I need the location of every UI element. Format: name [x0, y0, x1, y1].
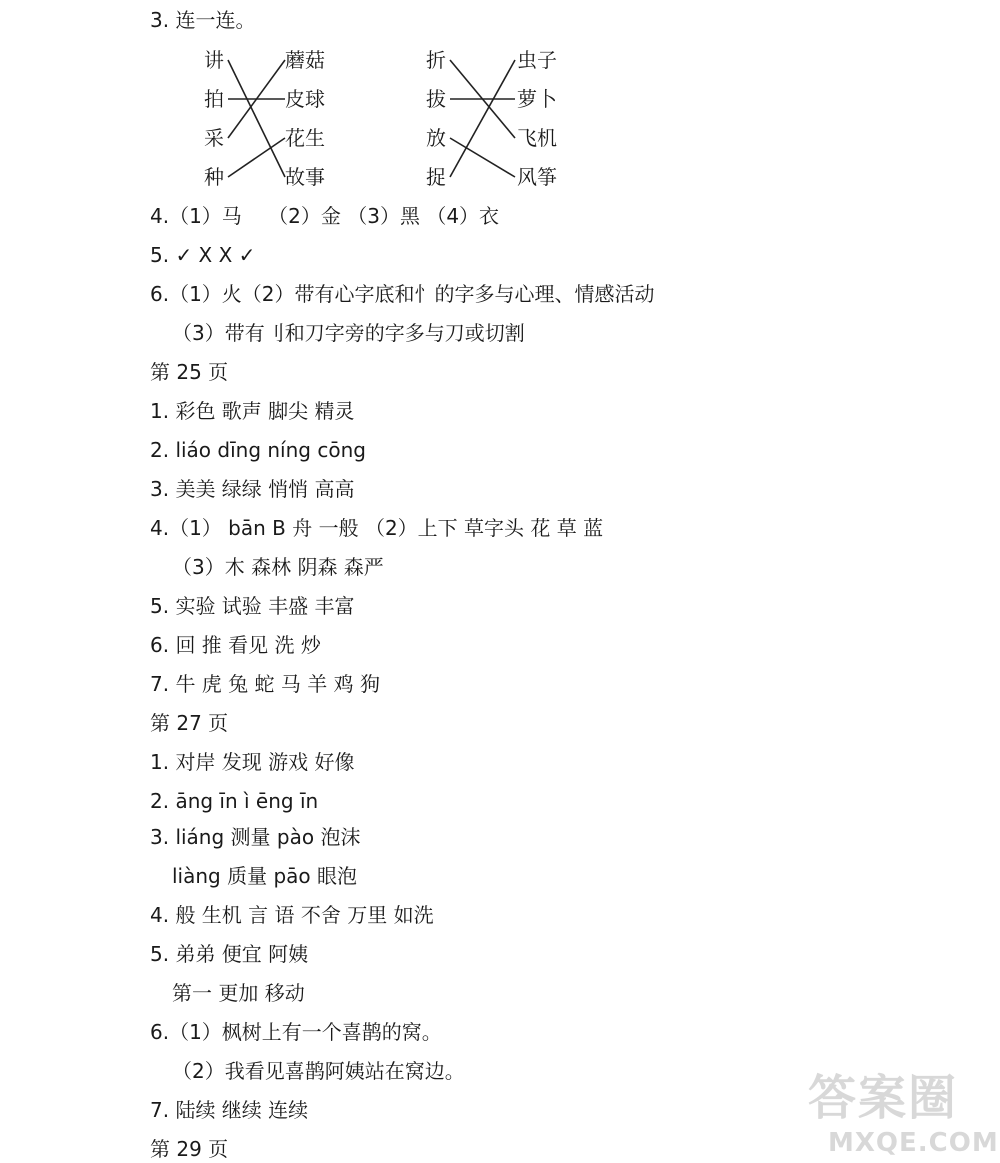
answer-line: （2）我看见喜鹊阿姨站在窝边。 — [172, 1059, 465, 1083]
match-right-word: 飞机 — [517, 126, 557, 150]
match-right-word: 故事 — [285, 165, 325, 189]
matching-lines — [0, 0, 1000, 200]
match-left-word: 种 — [204, 165, 224, 189]
match-left-word: 拔 — [426, 87, 446, 111]
match-heading: 3. 连一连。 — [150, 8, 256, 32]
answer-line: 7. 陆续 继续 连续 — [150, 1098, 309, 1122]
match-connector — [228, 138, 285, 177]
answer-line: 4.（1）马 （2）金 （3）黑 （4）衣 — [150, 204, 500, 228]
answer-line: liàng 质量 pāo 眼泡 — [172, 864, 357, 888]
answer-line: 3. 美美 绿绿 悄悄 高高 — [150, 477, 355, 501]
match-left-word: 采 — [204, 126, 224, 150]
match-left-word: 讲 — [204, 48, 224, 72]
answer-line: 6.（1）枫树上有一个喜鹊的窝。 — [150, 1020, 442, 1044]
answer-line: 2. liáo dīng níng cōng — [150, 438, 366, 462]
answer-line: （3）木 森林 阴森 森严 — [172, 555, 384, 579]
match-left-word: 放 — [426, 126, 446, 150]
answer-line: 7. 牛 虎 兔 蛇 马 羊 鸡 狗 — [150, 672, 380, 696]
match-left-word: 捉 — [426, 165, 446, 189]
match-right-word: 皮球 — [285, 87, 325, 111]
watermark — [808, 1070, 998, 1162]
answer-line: 4.（1） bān B 舟 一般 （2）上下 草字头 花 草 蓝 — [150, 516, 604, 540]
answer-line: 1. 对岸 发现 游戏 好像 — [150, 750, 355, 774]
watermark-brand: 答案圈 — [808, 1070, 959, 1126]
match-connector — [450, 60, 515, 177]
answer-line: 5. 弟弟 便宜 阿姨 — [150, 942, 309, 966]
match-connector — [228, 60, 285, 177]
answer-line: 第一 更加 移动 — [172, 981, 305, 1005]
match-left-word: 拍 — [204, 87, 224, 111]
match-right-word: 虫子 — [517, 48, 557, 72]
match-right-word: 花生 — [285, 126, 325, 150]
answer-line: 3. liáng 测量 pào 泡沫 — [150, 825, 361, 849]
page-heading: 第 27 页 — [150, 711, 229, 735]
answer-line: 5. ✓ X X ✓ — [150, 243, 256, 267]
answer-line: 2. āng īn ì ēng īn — [150, 789, 319, 813]
answer-line: 5. 实验 试验 丰盛 丰富 — [150, 594, 355, 618]
answer-line: （3）带有刂和刀字旁的字多与刀或切割 — [172, 321, 525, 345]
match-right-word: 风筝 — [517, 165, 557, 189]
match-right-word: 蘑菇 — [285, 48, 325, 72]
watermark-site: MXQE.COM — [828, 1128, 999, 1158]
answer-line: 1. 彩色 歌声 脚尖 精灵 — [150, 399, 355, 423]
answer-line: 6.（1）火（2）带有心字底和忄的字多与心理、情感活动 — [150, 282, 655, 306]
page-heading: 第 25 页 — [150, 360, 229, 384]
answer-line: 6. 回 推 看见 洗 炒 — [150, 633, 321, 657]
match-left-word: 折 — [426, 48, 446, 72]
match-right-word: 萝卜 — [517, 87, 557, 111]
page-heading: 第 29 页 — [150, 1137, 229, 1161]
match-connector — [450, 138, 515, 177]
answer-line: 4. 般 生机 言 语 不舍 万里 如洗 — [150, 903, 434, 927]
